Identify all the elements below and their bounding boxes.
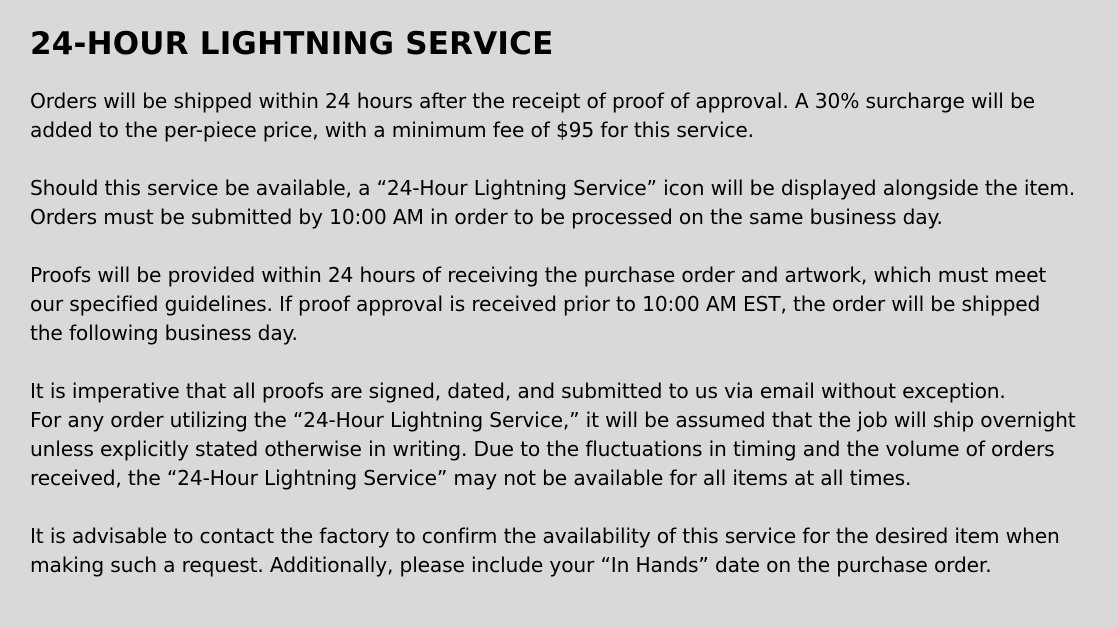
text-line: It is imperative that all proofs are signed, dated, and submitted to us via email without exception. (30, 379, 1006, 403)
text-line: Orders must be submitted by 10:00 AM in order to be processed on the same business day. (30, 205, 943, 229)
text-line: our specified guidelines. If proof approval is received prior to 10:00 AM EST, the order will be shipped (30, 292, 1041, 316)
paragraph-proof-submission (30, 377, 1105, 493)
paragraph-shipping-surcharge (30, 87, 1105, 145)
text-line: unless explicitly stated otherwise in writing. Due to the fluctuations in timing and the volume of orders (30, 437, 1055, 461)
text-line: added to the per-piece price, with a minimum fee of $95 for this service. (30, 118, 754, 142)
paragraph-availability-icon (30, 174, 1105, 232)
text-line: It is advisable to contact the factory to confirm the availability of this service for the desired item when (30, 524, 1060, 548)
paragraph-proofs (30, 261, 1105, 348)
text-line: Should this service be available, a “24-Hour Lightning Service” icon will be displayed alongside the item. (30, 176, 1076, 200)
paragraph-contact-factory (30, 522, 1105, 580)
document-body (30, 22, 1105, 609)
text-line: Proofs will be provided within 24 hours of receiving the purchase order and artwork, which must meet (30, 263, 1047, 287)
text-line: For any order utilizing the “24-Hour Lightning Service,” it will be assumed that the job will ship overnight (30, 408, 1076, 432)
text-line: making such a request. Additionally, please include your “In Hands” date on the purchase order. (30, 553, 992, 577)
text-line: received, the “24-Hour Lightning Service” may not be available for all items at all times. (30, 466, 912, 490)
text-line: Orders will be shipped within 24 hours after the receipt of proof of approval. A 30% surcharge will be (30, 89, 1035, 113)
text-line: the following business day. (30, 321, 298, 345)
page-title: 24-HOUR LIGHTNING SERVICE (30, 26, 554, 62)
